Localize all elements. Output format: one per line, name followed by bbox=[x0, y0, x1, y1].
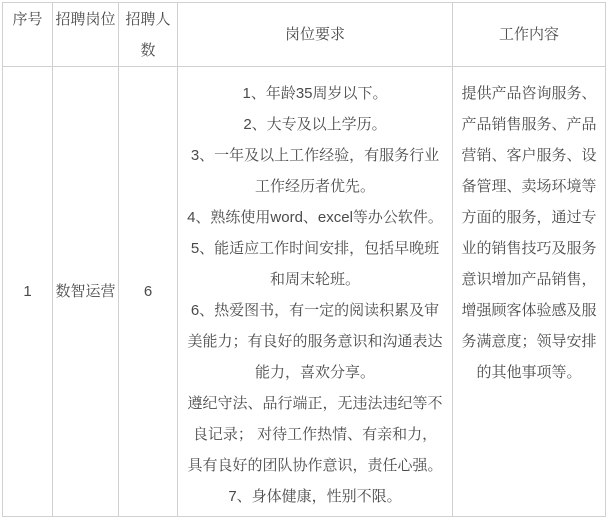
recruitment-table bbox=[2, 2, 606, 517]
requirement-item: 7、身体健康，性别不限。 bbox=[228, 488, 402, 505]
position-cell: 数智运营 bbox=[53, 67, 119, 517]
requirements-cell bbox=[178, 67, 453, 517]
table-row bbox=[3, 67, 606, 517]
requirement-item: 遵纪守法、品行端正，无违法违纪等不良记录； 对待工作热情、有亲和力，具有良好的团队协作意识，责任心强。 bbox=[187, 395, 443, 474]
column-header-position: 招聘岗位 bbox=[53, 3, 119, 67]
headcount-cell: 6 bbox=[119, 67, 178, 517]
requirement-item: 1、年龄35周岁以下。 bbox=[242, 85, 388, 102]
seq-cell: 1 bbox=[3, 67, 53, 517]
column-header-duties: 工作内容 bbox=[453, 3, 606, 67]
requirement-item: 5、能适应工作时间安排，包括早晚班和周末轮班。 bbox=[190, 240, 440, 288]
column-header-requirements: 岗位要求 bbox=[178, 3, 453, 67]
duties-cell: 提供产品咨询服务、产品销售服务、产品营销、客户服务、设备管理、卖场环境等方面的服务，通过专业的销售技巧及服务意识增加产品销售，增强顾客体验感及服务满意度；领导安排的其他事项等。 bbox=[453, 67, 606, 517]
column-header-seq: 序号 bbox=[3, 3, 53, 67]
header-row bbox=[3, 3, 606, 67]
requirement-item: 3、一年及以上工作经验，有服务行业工作经历者优先。 bbox=[190, 147, 440, 195]
requirement-item: 4、熟练使用word、excel等办公软件。 bbox=[187, 209, 443, 226]
column-header-headcount: 招聘人数 bbox=[119, 3, 178, 67]
requirement-item: 6、热爱图书，有一定的阅读积累及审美能力；有良好的服务意识和沟通表达能力，喜欢分享。 bbox=[187, 302, 443, 381]
requirement-item: 2、大专及以上学历。 bbox=[243, 116, 387, 133]
